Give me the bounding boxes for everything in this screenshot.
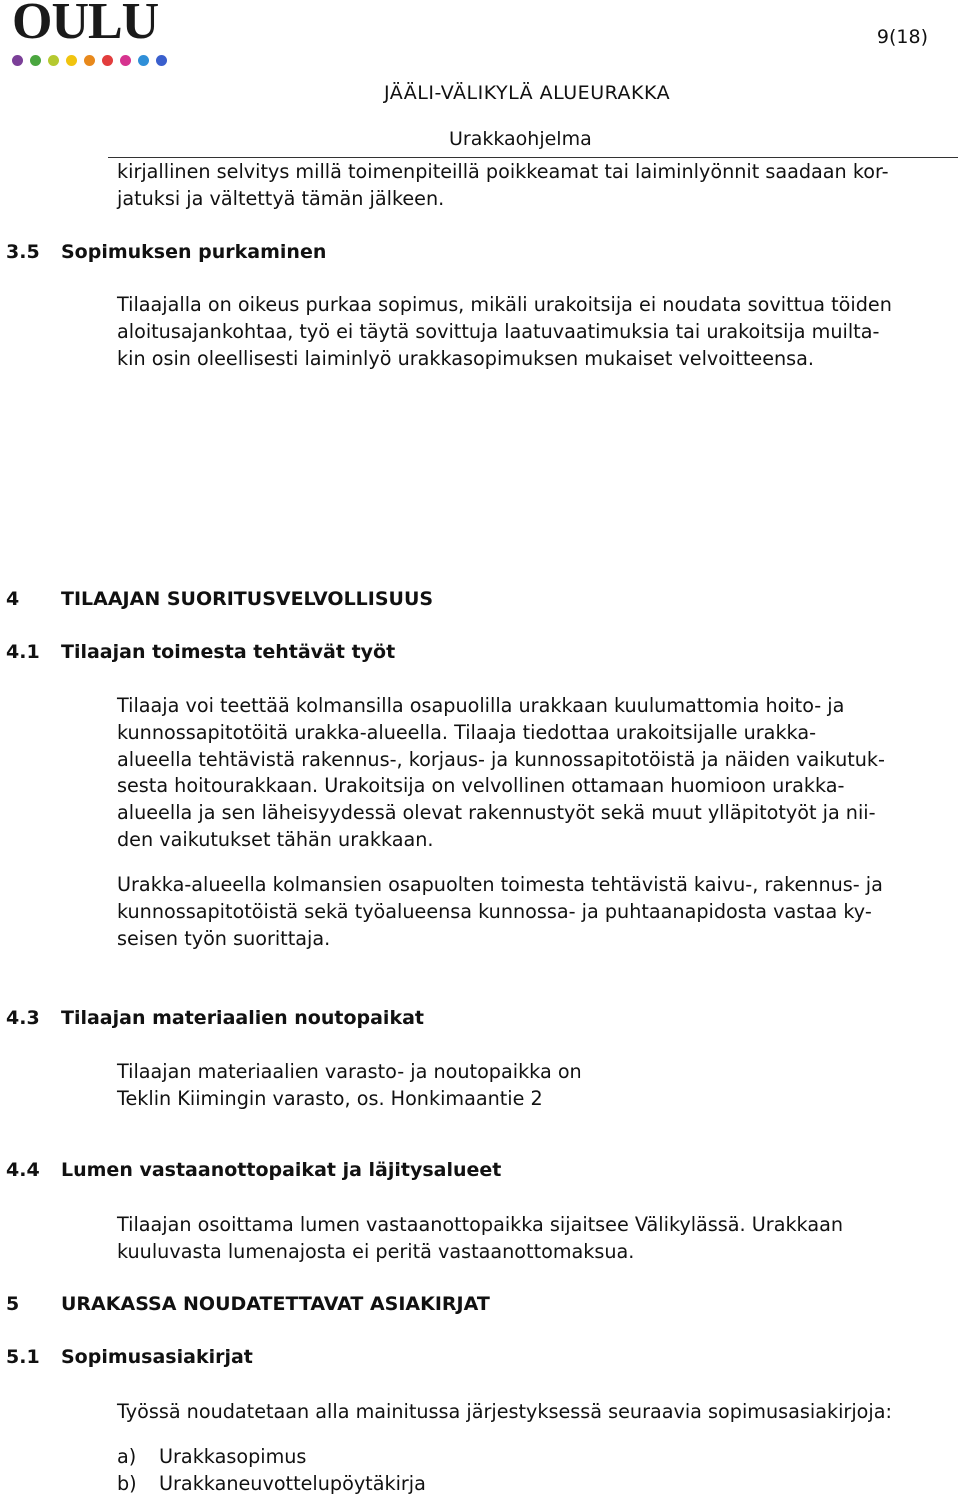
heading-3-5 [6, 241, 326, 263]
intro-paragraph [117, 159, 947, 213]
list-marker: a) [117, 1445, 137, 1468]
text-line: alueella tehtävistä rakennus-, korjaus- ja kunnossapitotöistä ja näiden vaikutuk- [117, 747, 885, 771]
heading-number: 4.3 [6, 1007, 40, 1029]
heading-title: TILAAJAN SUORITUSVELVOLLISUUS [61, 588, 434, 610]
text-line: jatuksi ja vältettyä tämän jälkeen. [117, 186, 445, 210]
document-title: JÄÄLI-VÄLIKYLÄ ALUEURAKKA [384, 82, 671, 104]
paragraph-4-1-b [117, 872, 947, 952]
text-line: Tilaajan materiaalien varasto- ja noutopaikka on [117, 1060, 582, 1083]
logo-dot [48, 55, 59, 66]
text-line: Tilaaja voi teettää kolmansilla osapuolilla urakkaan kuulumattomia hoito- ja [117, 694, 845, 717]
heading-number: 3.5 [6, 241, 40, 263]
text-line: Työssä noudatetaan alla mainitussa järjestyksessä seuraavia sopimusasiakirjoja: [117, 1400, 892, 1423]
list-item [117, 1472, 426, 1495]
heading-title: Tilaajan materiaalien noutopaikat [61, 1007, 424, 1029]
heading-5-1 [6, 1346, 253, 1368]
header-divider [108, 157, 958, 158]
heading-number: 4.4 [6, 1159, 40, 1181]
text-line: alueella ja sen läheisyydessä olevat rakennustyöt sekä muut ylläpitotyöt ja nii- [117, 801, 876, 825]
paragraph-3-5 [117, 292, 947, 372]
text-line: kunnossapitotöistä sekä työalueensa kunnossa- ja puhtaanapidosta vastaa ky- [117, 899, 872, 923]
logo-dot [102, 55, 113, 66]
text-line: kirjallinen selvitys millä toimenpiteillä poikkeamat tai laiminlyönnit saadaan kor- [117, 160, 889, 183]
logo-dot [156, 55, 167, 66]
heading-title: Sopimuksen purkaminen [61, 241, 327, 263]
text-line: seisen työn suorittaja. [117, 926, 331, 950]
list-marker: b) [117, 1472, 137, 1495]
logo-dot [12, 55, 23, 66]
text-line: aloitusajankohtaa, työ ei täytä sovittuja laatuvaatimuksia tai urakoitsija muilta- [117, 319, 880, 343]
logo-wordmark: OULU [12, 0, 159, 50]
text-line: Teklin Kiimingin varasto, os. Honkimaantie 2 [117, 1086, 543, 1110]
text-line: sesta hoitourakkaan. Urakoitsija on velvollinen ottamaan huomioon urakka- [117, 774, 845, 798]
heading-number: 5.1 [6, 1346, 40, 1368]
heading-4 [6, 588, 433, 610]
logo-dot [30, 55, 41, 66]
heading-title: URAKASSA NOUDATETTAVAT ASIAKIRJAT [61, 1293, 490, 1315]
heading-title: Lumen vastaanottopaikat ja läjitysalueet [61, 1159, 502, 1181]
text-line: den vaikutukset tähän urakkaan. [117, 827, 434, 851]
heading-number: 4.1 [6, 641, 40, 663]
logo-dot [138, 55, 149, 66]
text-line: kunnossapitotöitä urakka-alueella. Tilaaja tiedottaa urakoitsijalle urakka- [117, 720, 817, 744]
heading-4-3 [6, 1007, 424, 1029]
page-number: 9(18) [876, 26, 928, 48]
heading-title: Tilaajan toimesta tehtävät työt [61, 641, 396, 663]
heading-number: 4 [6, 588, 20, 610]
paragraph-4-1-a [117, 693, 947, 854]
heading-4-4 [6, 1159, 501, 1181]
list-item-text: Urakkaneuvottelupöytäkirja [159, 1472, 426, 1495]
heading-4-1 [6, 641, 395, 663]
logo-dot [84, 55, 95, 66]
list-item-text: Urakkasopimus [159, 1445, 307, 1468]
heading-5 [6, 1293, 490, 1315]
logo-dot [66, 55, 77, 66]
text-line: kin osin oleellisesti laiminlyö urakkasopimuksen mukaiset velvoitteensa. [117, 346, 815, 370]
paragraph-5-1 [117, 1399, 947, 1426]
text-line: kuuluvasta lumenajosta ei peritä vastaanottomaksua. [117, 1239, 635, 1263]
list-item [117, 1445, 306, 1468]
document-subtitle: Urakkaohjelma [449, 128, 592, 150]
text-line: Urakka-alueella kolmansien osapuolten toimesta tehtävistä kaivu-, rakennus- ja [117, 873, 883, 896]
text-line: Tilaajan osoittama lumen vastaanottopaikka sijaitsee Välikylässä. Urakkaan [117, 1213, 844, 1236]
logo-dots [12, 55, 167, 67]
heading-number: 5 [6, 1293, 20, 1315]
paragraph-4-4 [117, 1212, 947, 1266]
heading-title: Sopimusasiakirjat [61, 1346, 253, 1368]
text-line: Tilaajalla on oikeus purkaa sopimus, mikäli urakoitsija ei noudata sovittua töiden [117, 293, 892, 316]
logo-dot [120, 55, 131, 66]
paragraph-4-3 [117, 1059, 947, 1113]
